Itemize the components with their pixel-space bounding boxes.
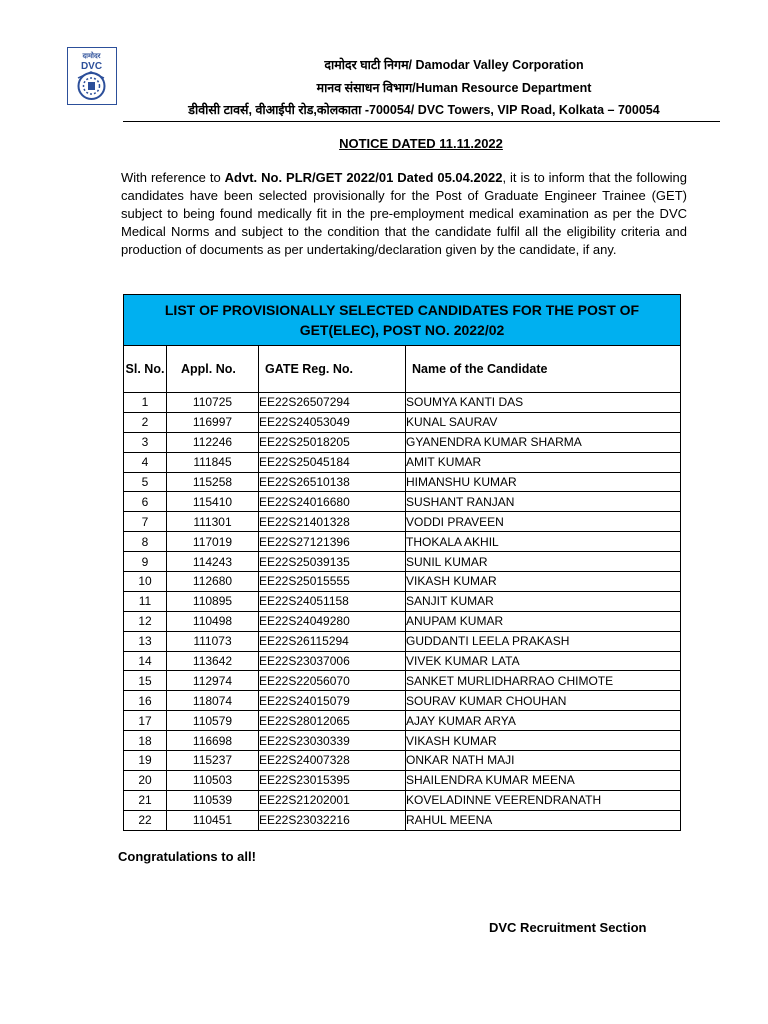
cell-sl-no: 18: [124, 731, 167, 751]
header-address-english: DVC Towers, VIP Road, Kolkata – 700054: [414, 103, 660, 117]
cell-gate-reg-no: EE22S24053049: [259, 412, 406, 432]
table-row: [124, 691, 681, 711]
cell-sl-no: 19: [124, 751, 167, 771]
table-row: [124, 611, 681, 631]
cell-appl-no: 110539: [167, 790, 259, 810]
cell-appl-no: 112680: [167, 572, 259, 592]
col-header-sl-no: Sl. No.: [124, 346, 167, 393]
cell-gate-reg-no: EE22S23032216: [259, 810, 406, 830]
cell-candidate-name: GYANENDRA KUMAR SHARMA: [406, 432, 681, 452]
cell-sl-no: 6: [124, 492, 167, 512]
cell-gate-reg-no: EE22S27121396: [259, 532, 406, 552]
cell-gate-reg-no: EE22S24016680: [259, 492, 406, 512]
cell-gate-reg-no: EE22S25039135: [259, 552, 406, 572]
cell-candidate-name: VIKASH KUMAR: [406, 731, 681, 751]
table-row: [124, 512, 681, 532]
signature-text: DVC Recruitment Section: [489, 920, 647, 935]
cell-appl-no: 118074: [167, 691, 259, 711]
cell-gate-reg-no: EE22S25015555: [259, 572, 406, 592]
cell-appl-no: 112974: [167, 671, 259, 691]
cell-candidate-name: SOURAV KUMAR CHOUHAN: [406, 691, 681, 711]
cell-candidate-name: SANKET MURLIDHARRAO CHIMOTE: [406, 671, 681, 691]
cell-sl-no: 7: [124, 512, 167, 532]
cell-sl-no: 8: [124, 532, 167, 552]
cell-gate-reg-no: EE22S21202001: [259, 790, 406, 810]
cell-appl-no: 110451: [167, 810, 259, 830]
cell-gate-reg-no: EE22S24015079: [259, 691, 406, 711]
cell-appl-no: 113642: [167, 651, 259, 671]
cell-candidate-name: VIKASH KUMAR: [406, 572, 681, 592]
selected-candidates-table: [123, 294, 681, 831]
header-dept-english: Human Resource Department: [415, 81, 592, 95]
cell-appl-no: 115237: [167, 751, 259, 771]
cell-candidate-name: ONKAR NATH MAJI: [406, 751, 681, 771]
para-intro: With reference to: [121, 170, 225, 185]
cell-appl-no: 111073: [167, 631, 259, 651]
cell-appl-no: 116997: [167, 412, 259, 432]
table-row: [124, 651, 681, 671]
cell-candidate-name: RAHUL MEENA: [406, 810, 681, 830]
table-row: [124, 432, 681, 452]
cell-candidate-name: SUSHANT RANJAN: [406, 492, 681, 512]
cell-sl-no: 21: [124, 790, 167, 810]
notice-title: NOTICE DATED 11.11.2022: [339, 136, 503, 151]
cell-appl-no: 110895: [167, 591, 259, 611]
cell-gate-reg-no: EE22S23015395: [259, 770, 406, 790]
table-row: [124, 671, 681, 691]
cell-gate-reg-no: EE22S22056070: [259, 671, 406, 691]
cell-gate-reg-no: EE22S28012065: [259, 711, 406, 731]
cell-gate-reg-no: EE22S21401328: [259, 512, 406, 532]
cell-candidate-name: KOVELADINNE VEERENDRANATH: [406, 790, 681, 810]
cell-sl-no: 20: [124, 770, 167, 790]
cell-appl-no: 115258: [167, 472, 259, 492]
cell-appl-no: 111845: [167, 452, 259, 472]
table-row: [124, 452, 681, 472]
col-header-candidate-name: Name of the Candidate: [406, 346, 681, 393]
header-org-english: Damodar Valley Corporation: [412, 58, 584, 72]
cell-gate-reg-no: EE22S23037006: [259, 651, 406, 671]
notice-paragraph: [121, 169, 687, 259]
table-row: [124, 731, 681, 751]
cell-candidate-name: THOKALA AKHIL: [406, 532, 681, 552]
cell-appl-no: 110579: [167, 711, 259, 731]
advt-reference: Advt. No. PLR/GET 2022/01 Dated 05.04.2022: [224, 170, 503, 185]
cell-sl-no: 10: [124, 572, 167, 592]
cell-gate-reg-no: EE22S24049280: [259, 611, 406, 631]
cell-candidate-name: SHAILENDRA KUMAR MEENA: [406, 770, 681, 790]
cell-sl-no: 13: [124, 631, 167, 651]
cell-candidate-name: VODDI PRAVEEN: [406, 512, 681, 532]
cell-gate-reg-no: EE22S26115294: [259, 631, 406, 651]
cell-appl-no: 117019: [167, 532, 259, 552]
table-row: [124, 751, 681, 771]
header-department: [70, 79, 768, 96]
cell-sl-no: 22: [124, 810, 167, 830]
cell-gate-reg-no: EE22S26507294: [259, 393, 406, 413]
cell-candidate-name: VIVEK KUMAR LATA: [406, 651, 681, 671]
cell-appl-no: 110503: [167, 770, 259, 790]
cell-gate-reg-no: EE22S24007328: [259, 751, 406, 771]
table-row: [124, 572, 681, 592]
cell-appl-no: 112246: [167, 432, 259, 452]
table-row: [124, 770, 681, 790]
congratulations-text: Congratulations to all!: [118, 849, 256, 864]
header-org-name: [70, 56, 768, 73]
cell-sl-no: 14: [124, 651, 167, 671]
cell-gate-reg-no: EE22S25045184: [259, 452, 406, 472]
table-row: [124, 552, 681, 572]
cell-appl-no: 110498: [167, 611, 259, 631]
cell-gate-reg-no: EE22S26510138: [259, 472, 406, 492]
table-row: [124, 810, 681, 830]
para-body: , it is to inform that the following candidates have been selected provisionally for the Post of Graduate Engineer Trainee (GET) subject to being found medically fit in the pre-employment medical examination as per the DVC Medical Norms and subject to the condition that the candidate fulfil all the eligibility criteria and production of documents as per undertaking/declaration given by the candidate, if any.: [121, 170, 687, 257]
table-caption: [124, 295, 681, 346]
cell-candidate-name: GUDDANTI LEELA PRAKASH: [406, 631, 681, 651]
cell-sl-no: 15: [124, 671, 167, 691]
table-row: [124, 472, 681, 492]
table-row: [124, 790, 681, 810]
cell-gate-reg-no: EE22S25018205: [259, 432, 406, 452]
table-row: [124, 393, 681, 413]
svg-text:दामोदर: दामोदर: [82, 52, 101, 60]
table-row: [124, 492, 681, 512]
cell-gate-reg-no: EE22S24051158: [259, 591, 406, 611]
cell-appl-no: 115410: [167, 492, 259, 512]
cell-sl-no: 2: [124, 412, 167, 432]
cell-candidate-name: SANJIT KUMAR: [406, 591, 681, 611]
cell-candidate-name: HIMANSHU KUMAR: [406, 472, 681, 492]
header-org-hindi: दामोदर घाटी निगम/: [324, 58, 413, 72]
cell-sl-no: 5: [124, 472, 167, 492]
cell-candidate-name: ANUPAM KUMAR: [406, 611, 681, 631]
cell-sl-no: 16: [124, 691, 167, 711]
cell-candidate-name: AMIT KUMAR: [406, 452, 681, 472]
table-caption-line1: LIST OF PROVISIONALLY SELECTED CANDIDATES FOR THE POST OF: [164, 302, 640, 318]
table-row: [124, 591, 681, 611]
col-header-appl-no: Appl. No.: [167, 346, 259, 393]
header-address: [40, 101, 768, 118]
table-row: [124, 532, 681, 552]
cell-appl-no: 114243: [167, 552, 259, 572]
cell-candidate-name: SUNIL KUMAR: [406, 552, 681, 572]
header-address-hindi: डीवीसी टावर्स, वीआईपी रोड,कोलकाता -700054/: [188, 103, 415, 117]
cell-sl-no: 11: [124, 591, 167, 611]
cell-sl-no: 12: [124, 611, 167, 631]
header-divider: [123, 121, 720, 122]
cell-sl-no: 4: [124, 452, 167, 472]
logo-text: DVC: [80, 61, 103, 72]
cell-appl-no: 116698: [167, 731, 259, 751]
header-dept-hindi: मानव संसाधन विभाग/: [316, 81, 416, 95]
cell-candidate-name: AJAY KUMAR ARYA: [406, 711, 681, 731]
cell-appl-no: 110725: [167, 393, 259, 413]
col-header-gate-reg-no: GATE Reg. No.: [259, 346, 406, 393]
table-row: [124, 412, 681, 432]
cell-sl-no: 9: [124, 552, 167, 572]
table-row: [124, 711, 681, 731]
cell-sl-no: 1: [124, 393, 167, 413]
cell-sl-no: 17: [124, 711, 167, 731]
cell-appl-no: 111301: [167, 512, 259, 532]
table-caption-line2: GET(ELEC), POST NO. 2022/02: [299, 322, 505, 338]
cell-candidate-name: SOUMYA KANTI DAS: [406, 393, 681, 413]
table-row: [124, 631, 681, 651]
cell-gate-reg-no: EE22S23030339: [259, 731, 406, 751]
cell-candidate-name: KUNAL SAURAV: [406, 412, 681, 432]
cell-sl-no: 3: [124, 432, 167, 452]
